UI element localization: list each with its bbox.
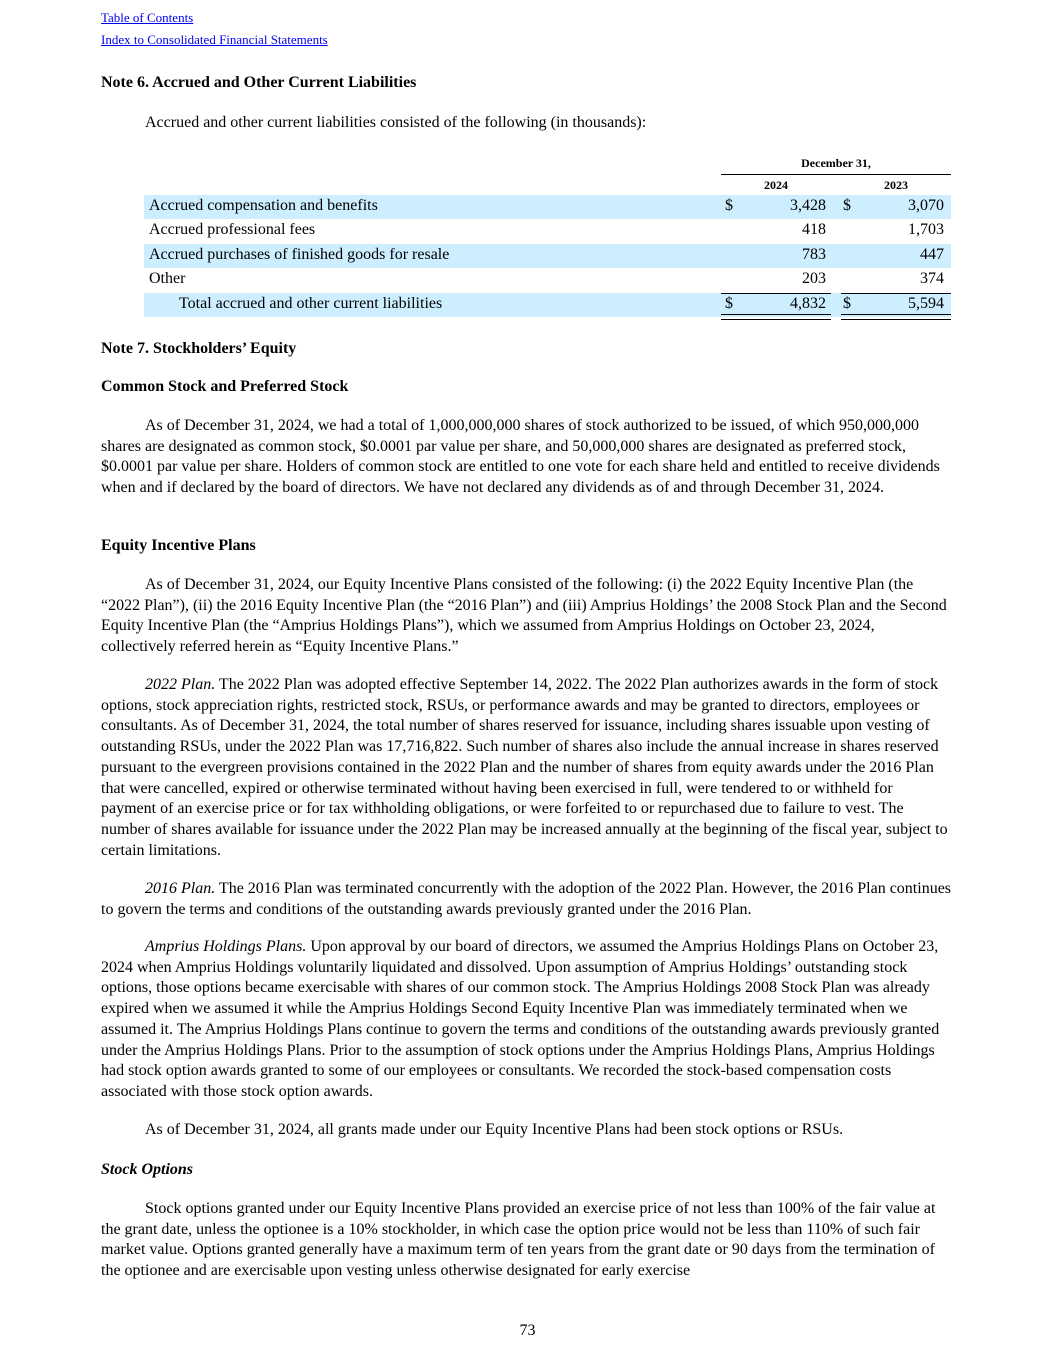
value-2023: 447 [920, 246, 944, 263]
currency-symbol: $ [725, 295, 733, 312]
common-preferred-stock-heading: Common Stock and Preferred Stock [101, 378, 349, 395]
financial-statements-index-link[interactable]: Index to Consolidated Financial Statements [101, 32, 328, 47]
year-header-2024: 2024 [721, 178, 831, 197]
currency-symbol: $ [843, 295, 851, 312]
page-number: 73 [519, 1322, 536, 1339]
currency-symbol: $ [843, 197, 851, 214]
table-row [144, 244, 951, 268]
value-2023: 374 [920, 270, 944, 287]
row-label: Accrued purchases of finished goods for resale [149, 246, 450, 263]
plan-2022-lead: 2022 Plan. [145, 676, 216, 693]
year-header-2023: 2023 [841, 178, 951, 197]
subtotal-rule [841, 293, 951, 294]
row-label: Accrued compensation and benefits [149, 197, 378, 214]
note6-intro: Accrued and other current liabilities consisted of the following (in thousands): [145, 114, 647, 131]
equity-incentive-plans-heading: Equity Incentive Plans [101, 537, 256, 554]
currency-symbol: $ [725, 197, 733, 214]
row-label: Total accrued and other current liabilities [179, 295, 443, 312]
row-label: Accrued professional fees [149, 221, 316, 238]
plan-2016-text: The 2016 Plan was terminated concurrently with the adoption of the 2022 Plan. However, the 2016 Plan continues to govern the terms and conditions of the outstanding awards previously granted under the 2016 Plan. [101, 880, 952, 918]
amprius-plans-paragraph [101, 937, 951, 1103]
common-stock-paragraph: As of December 31, 2024, we had a total of 1,000,000,000 shares of stock authorized to be issued, of which 950,000,000 shares are designated as common stock, $0.0001 par value per share, and 50,000,000 shares are designated as preferred stock, $0.0001 par value per share. Holders of common stock are entitled to one vote for each share held and entitled to receive dividends when and if declared by the board of directors. We have not declared any dividends as of and through December 31, 2024. [101, 417, 940, 497]
period-header: December 31, [721, 156, 951, 175]
value-2024: 418 [802, 221, 826, 238]
amprius-plans-text: Upon approval by our board of directors, we assumed the Amprius Holdings Plans on October 23, 2024 when Amprius Holdings voluntarily liquidated and dissolved. Upon assumption of Amprius Holdings’ outstanding stock options, those options became exercisable with shares of our common stock. The Amprius Holdings 2008 Stock Plan was already expired when we assumed it while the Amprius Holdings Second Equity Incentive Plan was immediately terminated when we assumed it. The Amprius Holdings Plans continue to govern the terms and conditions of the outstanding awards previously granted under the Amprius Holdings Plans. Prior to the assumption of stock options under the Amprius Holdings Plans, Amprius Holdings had stock option awards granted to some of our employees or consultants. We recorded the stock-based compensation costs associated with those stock option awards. [101, 938, 940, 1100]
value-2023: 3,070 [908, 197, 944, 214]
value-2024: 203 [802, 270, 826, 287]
note7-title: Note 7. Stockholders’ Equity [101, 340, 297, 357]
subtotal-rule [721, 293, 831, 294]
table-row [144, 195, 951, 219]
total-double-rule [841, 314, 951, 320]
stock-options-paragraph: Stock options granted under our Equity Incentive Plans provided an exercise price of not less than 100% of the fair value at the grant date, unless the optionee is a 10% stockholder, in which case the option price would not be less than 110% of such fair market value. Options granted generally have a maximum term of ten years from the grant date or 90 days from the termination of the optionee and are exercisable upon vesting unless otherwise designated for early exercise [101, 1200, 936, 1280]
value-2023: 1,703 [908, 221, 944, 238]
value-2024: 783 [802, 246, 826, 263]
table-row [144, 268, 951, 292]
equity-plans-paragraph: As of December 31, 2024, our Equity Incentive Plans consisted of the following: (i) the 2022 Equity Incentive Plan (the “2022 Plan”), (ii) the 2016 Equity Incentive Plan (the “2016 Plan”) and (iii) Amprius Holdings’ the 2008 Stock Plan and the Second Equity Incentive Plan (the “Amprius Holdings Plans”), which we assumed from Amprius Holdings on October 23, 2024, collectively referred herein as “Equity Incentive Plans.” [101, 576, 947, 656]
stock-options-heading: Stock Options [101, 1161, 194, 1178]
row-label: Other [149, 270, 186, 287]
amprius-plans-lead: Amprius Holdings Plans. [145, 938, 307, 955]
value-2024: 3,428 [790, 197, 826, 214]
table-row [144, 219, 951, 243]
value-2023: 5,594 [908, 295, 944, 312]
note6-title: Note 6. Accrued and Other Current Liabilities [101, 74, 417, 91]
table-of-contents-link[interactable]: Table of Contents [101, 10, 194, 25]
grants-paragraph: As of December 31, 2024, all grants made under our Equity Incentive Plans had been stock options or RSUs. [145, 1121, 844, 1138]
plan-2022-paragraph [101, 675, 951, 861]
plan-2016-lead: 2016 Plan. [145, 880, 216, 897]
plan-2016-paragraph [101, 879, 951, 920]
plan-2022-text: The 2022 Plan was adopted effective September 14, 2022. The 2022 Plan authorizes awards in the form of stock options, stock appreciation rights, restricted stock, RSUs, or performance awards and may be granted to directors, employees or consultants. As of December 31, 2024, the total number of shares reserved for issuance, including shares issuable upon vesting of outstanding RSUs, under the 2022 Plan was 17,716,822. Such number of shares also include the annual increase in shares reserved pursuant to the evergreen provisions contained in the 2022 Plan and the number of shares from equity awards under the 2016 Plan that were cancelled, expired or otherwise terminated without having been exercised in full, were tendered to or withheld for payment of an exercise price or for tax withholding obligations, or were forfeited to or repurchased due to failure to vest. The number of shares available for issuance under the 2022 Plan may be increased annually at the beginning of the fiscal year, subject to certain limitations. [101, 676, 948, 859]
total-double-rule [721, 314, 831, 320]
value-2024: 4,832 [790, 295, 826, 312]
